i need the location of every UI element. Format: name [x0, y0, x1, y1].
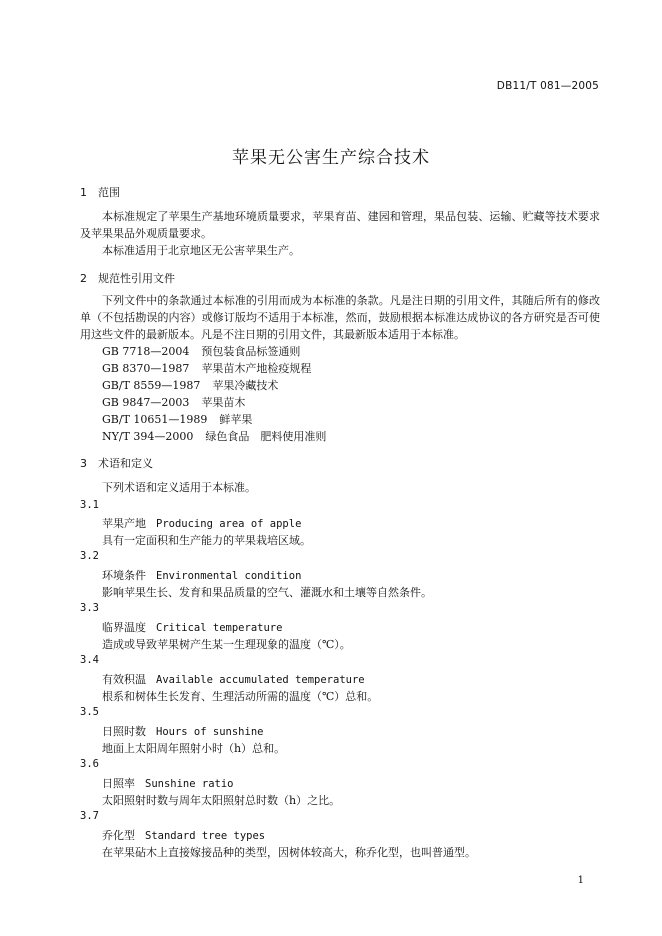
term-chinese: 环境条件 — [102, 569, 146, 582]
term-heading — [102, 671, 365, 687]
section-2-heading — [80, 270, 175, 286]
term-heading — [102, 723, 263, 739]
reference-item — [102, 411, 252, 427]
term-english: Hours of sunshine — [156, 726, 264, 738]
reference-code: GB/T 10651—1989 — [102, 413, 208, 426]
reference-name: 苹果苗木产地检疫规程 — [201, 362, 312, 375]
section-title: 规范性引用文件 — [98, 272, 175, 285]
reference-code: GB 8370—1987 — [102, 362, 190, 375]
reference-item — [102, 428, 326, 444]
term-heading — [102, 567, 301, 583]
term-english: Producing area of apple — [156, 518, 302, 530]
reference-item — [102, 343, 300, 359]
term-definition: 地面上太阳周年照射小时（h）总和。 — [102, 742, 286, 755]
term-chinese: 乔化型 — [102, 829, 135, 842]
term-definition: 影响苹果生长、发育和果品质量的空气、灌溉水和土壤等自然条件。 — [102, 586, 432, 599]
reference-code: GB 9847—2003 — [102, 396, 190, 409]
term-heading — [102, 515, 301, 531]
term-number: 3.6 — [80, 758, 99, 770]
reference-name: 苹果冷藏技术 — [212, 379, 279, 392]
reference-name: 预包装食品标签通则 — [201, 345, 301, 358]
section-3-heading — [80, 455, 153, 471]
term-definition: 根系和树体生长发育、生理活动所需的温度（℃）总和。 — [102, 690, 379, 703]
term-definition: 在苹果砧木上直接嫁接品种的类型，因树体较高大，称乔化型，也叫普通型。 — [102, 846, 476, 859]
term-number: 3.5 — [80, 706, 99, 718]
term-english: Available accumulated temperature — [156, 674, 365, 686]
reference-code: GB/T 8559—1987 — [102, 379, 201, 392]
term-heading — [102, 619, 282, 635]
section-title: 术语和定义 — [98, 457, 153, 470]
term-chinese: 临界温度 — [102, 621, 146, 634]
section-number: 2 — [80, 272, 87, 285]
term-number: 3.3 — [80, 602, 99, 614]
term-chinese: 苹果产地 — [102, 517, 146, 530]
term-chinese: 有效积温 — [102, 673, 146, 686]
term-english: Standard tree types — [145, 830, 266, 842]
reference-name: 鲜苹果 — [219, 413, 253, 426]
reference-code: GB 7718—2004 — [102, 345, 190, 358]
section-number: 1 — [80, 186, 87, 199]
term-number: 3.2 — [80, 550, 99, 562]
reference-item — [102, 377, 278, 393]
reference-name: 绿色食品 肥料使用准则 — [205, 430, 327, 443]
term-number: 3.7 — [80, 810, 99, 822]
term-english: Environmental condition — [156, 570, 302, 582]
reference-code: NY/T 394—2000 — [102, 430, 194, 443]
standard-code: DB11/T 081—2005 — [496, 80, 599, 92]
section-3-intro: 下列术语和定义适用于本标准。 — [102, 481, 256, 494]
term-english: Sunshine ratio — [145, 778, 234, 790]
term-definition: 造成或导致苹果树产生某一生理现象的温度（℃）。 — [102, 638, 351, 651]
reference-item — [102, 360, 311, 376]
reference-name: 苹果苗木 — [201, 396, 246, 409]
page-number: 1 — [577, 875, 584, 886]
document-title: 苹果无公害生产综合技术 — [232, 148, 430, 168]
term-heading — [102, 775, 234, 791]
term-definition: 具有一定面积和生产能力的苹果栽培区域。 — [102, 534, 311, 547]
term-chinese: 日照率 — [102, 777, 135, 790]
section-2-paragraph: 下列文件中的条款通过本标准的引用而成为本标准的条款。凡是注日期的引用文件，其随后所有的修改单（不包括勘误的内容）或修订版均不适用于本标准，然而，鼓励根据本标准达成协议的各方研究是否可使用这些文件的最新版本。凡是不注日期的引用文件，其最新版本适用于本标准。 — [80, 294, 600, 341]
term-english: Critical temperature — [156, 622, 283, 634]
section-number: 3 — [80, 457, 87, 470]
term-chinese: 日照时数 — [102, 725, 146, 738]
reference-item — [102, 394, 245, 410]
section-1-paragraph-1: 本标准规定了苹果生产基地环境质量要求，苹果育苗、建园和管理，果品包装、运输、贮藏等技术要求及苹果果品外观质量要求。 — [80, 210, 600, 240]
section-1-heading — [80, 184, 120, 200]
term-heading — [102, 827, 265, 843]
section-1-paragraph-2: 本标准适用于北京地区无公害苹果生产。 — [102, 244, 300, 257]
section-title: 范围 — [98, 186, 120, 199]
term-number: 3.4 — [80, 654, 99, 666]
term-number: 3.1 — [80, 499, 99, 511]
term-definition: 太阳照射时数与周年太阳照射总时数（h）之比。 — [102, 794, 341, 807]
